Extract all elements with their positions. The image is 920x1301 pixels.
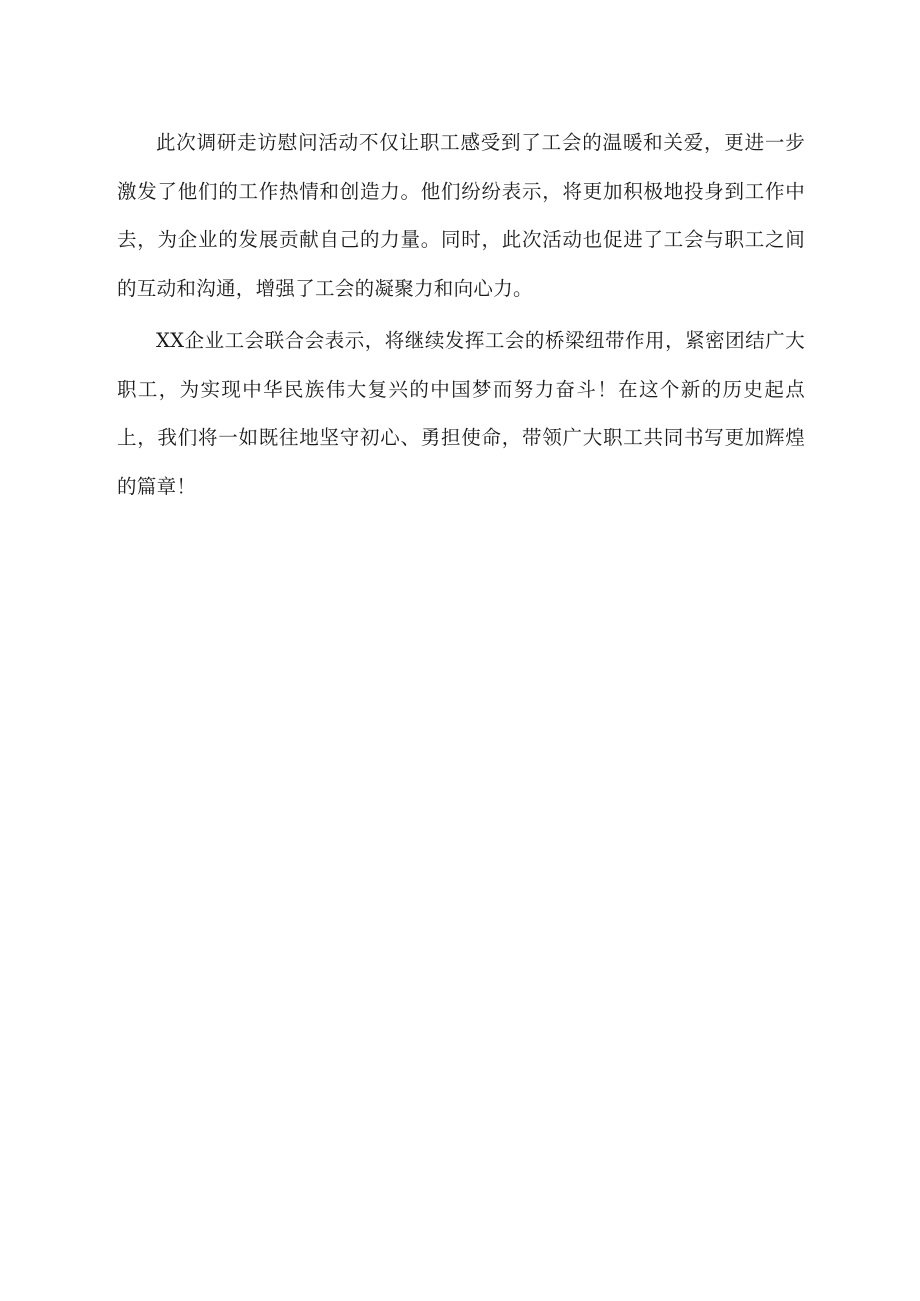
paragraph-1: 此次调研走访慰问活动不仅让职工感受到了工会的温暖和关爱，更进一步激发了他们的工作热情和创造力。他们纷纷表示，将更加积极地投身到工作中去，为企业的发展贡献自己的力量。同时，此次活动也促进了工会与职工之间的互动和沟通，增强了工会的凝聚力和向心力。 [117,131,805,300]
document-body [117,119,805,515]
paragraph-2: XX企业工会联合会表示，将继续发挥工会的桥梁纽带作用，紧密团结广大职工，为实现中华民族伟大复兴的中国梦而努力奋斗！在这个新的历史起点上，我们将一如既往地坚守初心、勇担使命，带领广大职工共同书写更加辉煌的篇章！ [117,329,805,498]
